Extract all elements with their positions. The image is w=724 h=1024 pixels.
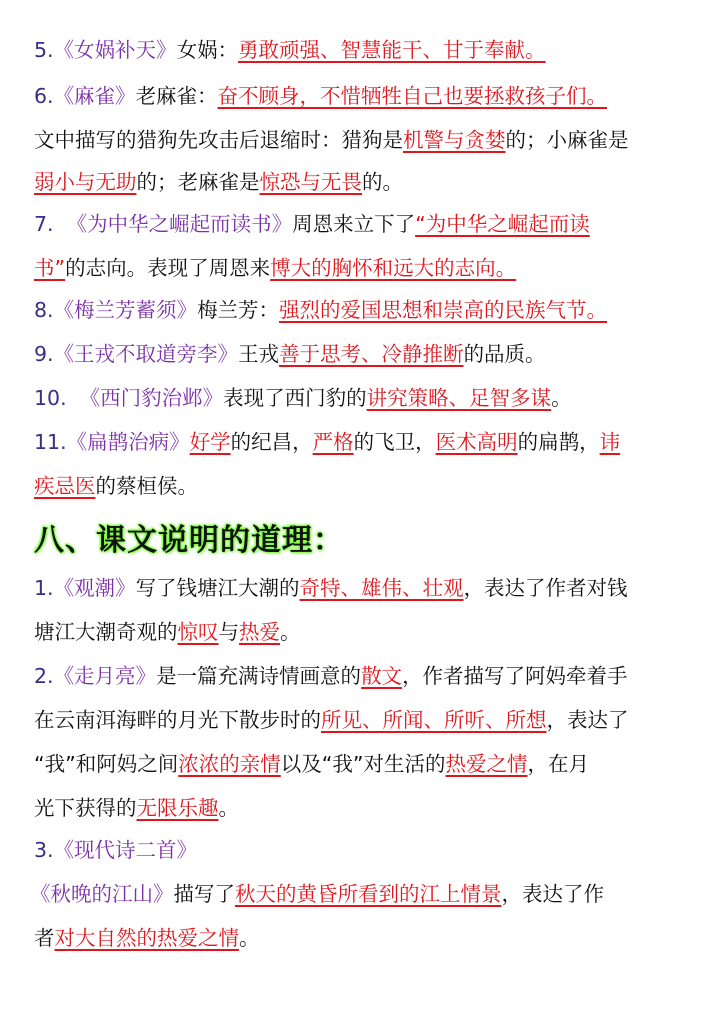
section-item-2-line-4	[34, 796, 239, 820]
item-10	[34, 386, 572, 410]
item-6-desc-line-2	[34, 170, 403, 194]
answer-text: 奇特、雄伟、壮观	[299, 576, 464, 600]
answer-text: 讳	[599, 430, 621, 454]
item-text: 与	[218, 620, 239, 644]
item-text: 。	[551, 386, 572, 410]
item-number: 1.	[34, 576, 54, 600]
item-text: 光下获得的	[34, 796, 137, 820]
answer-text: 秋天的黄昏所看到的江上情景	[235, 882, 502, 906]
lesson-title: 《西门豹治邺》	[79, 386, 224, 410]
answer-text: 惊恐与无畏	[259, 170, 362, 194]
answer-text: 善于思考、冷静推断	[279, 342, 464, 366]
answer-text: 无限乐趣	[136, 796, 219, 820]
lesson-title: 《女娲补天》	[53, 38, 177, 62]
answer-text: 所见、所闻、所听、所想	[321, 708, 547, 732]
answer-text: 强烈的爱国思想和崇高的民族气节。	[279, 298, 608, 322]
section-item-1	[34, 576, 628, 600]
item-number: 3.	[34, 838, 54, 862]
item-text: 梅兰芳：	[197, 298, 280, 322]
item-text: ，作者描写了阿妈牵着手	[402, 664, 628, 688]
item-text: ，表达了作	[501, 882, 604, 906]
item-number: 5.	[34, 38, 54, 62]
item-text: 。	[218, 796, 239, 820]
item-text: 文中描写的猎狗先攻击后退缩时：猎狗是	[34, 128, 403, 152]
lesson-title: 《梅兰芳蓄须》	[53, 298, 198, 322]
answer-text: 浓浓的亲情	[178, 752, 281, 776]
answer-text: 博大的胸怀和远大的志向。	[270, 256, 517, 280]
answer-text: 勇敢顽强、智慧能干、甘于奉献。	[238, 38, 546, 62]
item-text: 老麻雀：	[135, 84, 218, 108]
section-item-2-line-3	[34, 752, 589, 776]
item-number: 6.	[34, 84, 54, 108]
item-number: 7.	[34, 212, 54, 236]
item-text: 塘江大潮奇观的	[34, 620, 178, 644]
answer-text: 好学	[189, 430, 231, 454]
lesson-title: 《扁鹊治病》	[66, 430, 190, 454]
item-text: ，在月	[527, 752, 589, 776]
answer-text: 弱小与无助	[34, 170, 137, 194]
lesson-title: 《麻雀》	[53, 84, 136, 108]
item-9	[34, 342, 546, 366]
item-text: 以及“我”对生活的	[280, 752, 446, 776]
item-text: 的志向。表现了周恩来	[65, 256, 271, 280]
item-text: 的；老麻雀是	[136, 170, 260, 194]
lesson-title: 《为中华之崛起而读书》	[66, 212, 293, 236]
item-text: 表现了西门豹的	[223, 386, 367, 410]
answer-text: 热爱之情	[445, 752, 528, 776]
item-text: 的纪昌，	[230, 430, 313, 454]
item-11	[34, 430, 620, 454]
item-text: 周恩来立下了	[292, 212, 416, 236]
item-5	[34, 38, 546, 62]
section-item-1-line-2	[34, 620, 301, 644]
lesson-title: 《秋晚的江山》	[30, 882, 174, 906]
section-item-2	[34, 664, 628, 688]
item-7	[34, 212, 590, 236]
item-text: ，表达了作者对钱	[463, 576, 628, 600]
answer-text: 疾忌医	[34, 474, 96, 498]
answer-text: 严格	[312, 430, 354, 454]
item-number: 2.	[34, 664, 54, 688]
answer-text: 散文	[361, 664, 403, 688]
item-text: ，表达了	[546, 708, 629, 732]
item-text: 的蔡桓侯。	[95, 474, 198, 498]
item-text: 的。	[362, 170, 403, 194]
answer-text: 机警与贪婪	[403, 128, 506, 152]
section-item-3-poem	[30, 882, 604, 906]
item-text: 者	[34, 926, 55, 950]
item-text: 。	[239, 926, 260, 950]
answer-text: 对大自然的热爱之情	[54, 926, 239, 950]
item-text: 的；小麻雀是	[505, 128, 629, 152]
item-text: 王戎	[238, 342, 280, 366]
item-text: 是一篇充满诗情画意的	[156, 664, 362, 688]
item-text: “我”和阿妈之间	[34, 752, 179, 776]
item-text: 描写了	[173, 882, 235, 906]
section-item-3-poem-line-2	[34, 926, 260, 950]
item-11-line-2	[34, 474, 198, 498]
item-text: 的品质。	[463, 342, 546, 366]
lesson-title: 《观潮》	[53, 576, 136, 600]
answer-text: 医术高明	[435, 430, 518, 454]
item-6	[34, 84, 607, 108]
item-number: 11.	[34, 430, 67, 454]
item-7-line-2	[34, 256, 516, 280]
section-item-2-line-2	[34, 708, 629, 732]
answer-text: 惊叹	[177, 620, 219, 644]
item-number: 10.	[34, 386, 67, 410]
section-item-3	[34, 838, 197, 862]
answer-text: 奋不顾身，不惜牺牲自己也要拯救孩子们。	[217, 84, 608, 108]
answer-text: “为中华之崛起而读	[415, 212, 590, 236]
item-text: 的飞卫，	[353, 430, 436, 454]
answer-text: 讲究策略、足智多谋	[366, 386, 552, 410]
answer-text: 书”	[34, 256, 66, 280]
answer-text: 热爱	[239, 620, 280, 644]
item-text: 在云南洱海畔的月光下散步时的	[34, 708, 321, 732]
lesson-title: 《王戎不取道旁李》	[53, 342, 239, 366]
item-text: 。	[280, 620, 301, 644]
section-heading: 八、课文说明的道理：	[34, 523, 344, 558]
lesson-title: 《走月亮》	[53, 664, 157, 688]
item-text: 写了钱塘江大潮的	[135, 576, 300, 600]
item-6-desc-line-1	[34, 128, 690, 152]
item-number: 9.	[34, 342, 54, 366]
item-number: 8.	[34, 298, 54, 322]
item-text: 的扁鹊，	[517, 430, 600, 454]
lesson-title: 《现代诗二首》	[53, 838, 198, 862]
item-8	[34, 298, 607, 322]
item-text: 女娲：	[176, 38, 239, 62]
